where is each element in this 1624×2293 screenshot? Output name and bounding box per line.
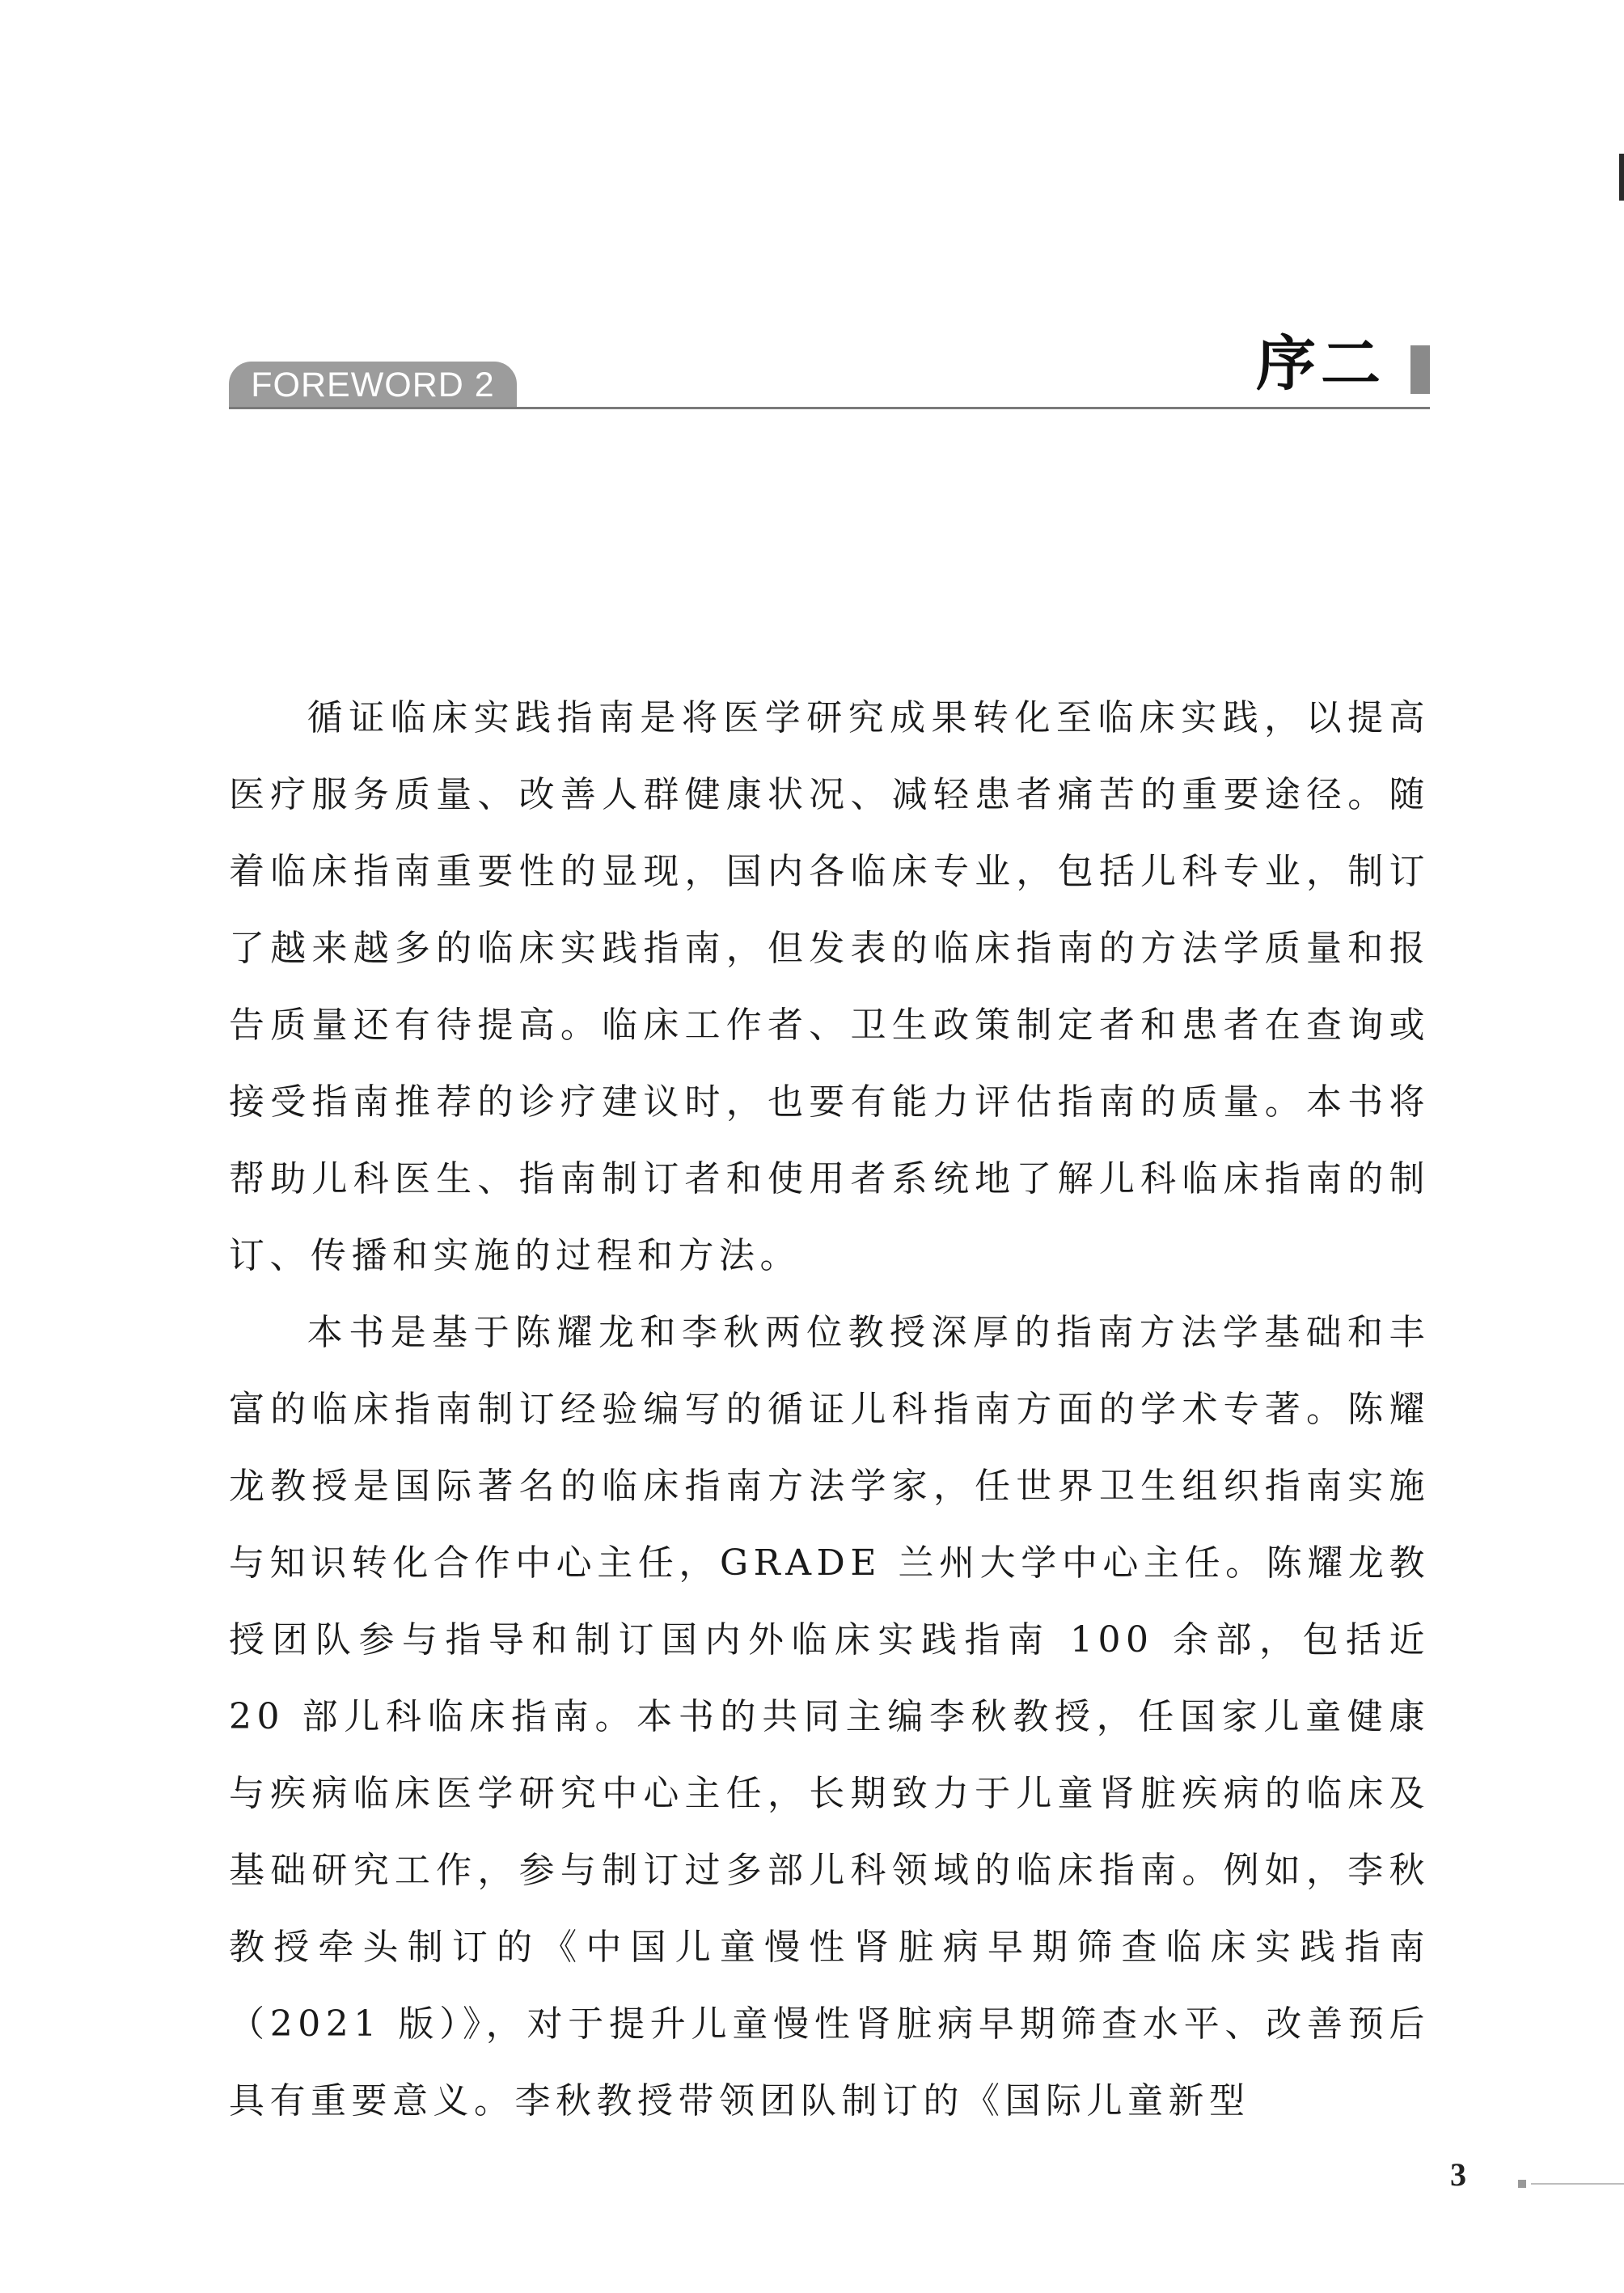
paragraph-1: 循证临床实践指南是将医学研究成果转化至临床实践，以提高医疗服务质量、改善人群健康状况、减轻患者痛苦的重要途径。随着临床指南重要性的显现，国内各临床专业，包括儿科专业，制订了越来越多的临床实践指南，但发表的临床指南的方法学质量和报告质量还有待提高。临床工作者、卫生政策制定者和患者在查询或接受指南推荐的诊疗建议时，也要有能力评估指南的质量。本书将帮助儿科医生、指南制订者和使用者系统地了解儿科临床指南的制订、传播和实施的过程和方法。 — [229, 697, 1430, 1276]
header-divider — [229, 407, 1430, 409]
chapter-header — [229, 328, 1430, 408]
title-accent-bar — [1410, 345, 1430, 394]
page-number: 3 — [1450, 2156, 1466, 2193]
paragraph-2: 本书是基于陈耀龙和李秋两位教授深厚的指南方法学基础和丰富的临床指南制订经验编写的循证儿科指南方面的学术专著。陈耀龙教授是国际著名的临床指南方法学家，任世界卫生组织指南实施与知识转化合作中心主任，GRADE 兰州大学中心主任。陈耀龙教授团队参与指导和制订国内外临床实践指南 100 余部，包括近 20 部儿科临床指南。本书的共同主编李秋教授，任国家儿童健康与疾病临床医学研究中心主任，长期致力于儿童肾脏疾病的临床及基础研究工作，参与制订过多部儿科领域的临床指南。例如，李秋教授牵头制订的《中国儿童慢性肾脏病早期筛查临床实践指南（2021 版）》，对于提升儿童慢性肾脏病早期筛查水平、改善预后具有重要意义。李秋教授带领团队制订的《国际儿童新型 — [229, 1312, 1430, 2122]
page-number-dot — [1518, 2180, 1526, 2188]
foreword-tab-label: FOREWORD 2 — [229, 362, 517, 408]
body-text — [229, 679, 1430, 2139]
chapter-title: 序二 — [1256, 329, 1385, 399]
edge-tab-marker — [1619, 154, 1624, 201]
page-number-rule — [1531, 2183, 1624, 2185]
